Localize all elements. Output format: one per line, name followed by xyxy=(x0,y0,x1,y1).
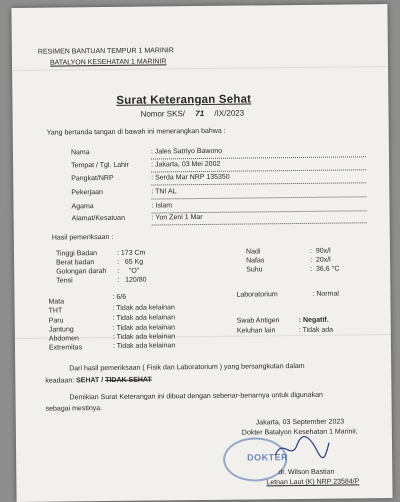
exam-heading: Hasil pemeriksaan : xyxy=(51,233,114,242)
conclusion-prefix: keadaan: xyxy=(45,377,75,385)
identity-value-address: : Yon Zeni 1 Mar xyxy=(151,213,203,222)
identity-label-rank: Pangkat/NRP xyxy=(71,174,114,183)
lab-value: : Normal xyxy=(312,290,339,298)
organ-label-lung: Paru xyxy=(48,317,64,325)
vital-value-blood: : "O" xyxy=(117,267,140,275)
vital-value-tension: : 120/80 xyxy=(117,276,147,284)
intro-text: Yang bertanda tangan di bawah ini menerangkan bahwa : xyxy=(46,127,226,137)
fold-line xyxy=(12,66,388,71)
organ-label-heart: Jantung xyxy=(48,326,74,334)
organ-value-extremities: : Tidak ada kelainan xyxy=(112,342,176,350)
letterhead-line2: BATALYON KESEHATAN 1 MARINIR xyxy=(49,58,167,67)
organ-value-heart: : Tidak ada kelainan xyxy=(112,324,176,332)
signer-name: dr. Wilson Bastian xyxy=(278,468,335,477)
lab-label: Laboratorium xyxy=(236,291,278,299)
signer-position: Dokter Batalyon Kesehatan 1 Marinir, xyxy=(241,428,358,437)
letterhead-line1: RESIMEN BANTUAN TEMPUR 1 MARINIR xyxy=(37,47,174,56)
dotted-line xyxy=(151,182,366,185)
place-date: Jakarta, 03 September 2023 xyxy=(255,418,345,427)
organ-label-abdomen: Abdomen xyxy=(48,335,79,343)
vital-label-tension: Tensi xyxy=(56,277,73,285)
organ-value-abdomen: : Tidak ada kelainan xyxy=(112,333,176,341)
complaint-value: : Tidak ada xyxy=(298,326,334,334)
dotted-line xyxy=(151,196,366,199)
identity-value-rank: : Serda Mar NRP 135350 xyxy=(151,173,230,182)
identity-label-religion: Agama xyxy=(71,203,94,211)
document-number xyxy=(140,109,244,119)
closing-line1: Demikian Surat Keterangan ini dibuat dengan sebenar-benarnya untuk digunakan xyxy=(69,391,323,402)
status-separator: / xyxy=(101,377,104,385)
organ-value-ent: : Tidak ada kelainan xyxy=(112,304,175,312)
organ-label-ent: THT xyxy=(48,307,63,315)
document-sheet xyxy=(11,4,392,502)
signer-rank: Letnan Laut (K) NRP 23584/P xyxy=(266,478,360,487)
identity-value-job: : TNI AL xyxy=(151,188,177,196)
organ-label-eye: Mata xyxy=(48,298,65,306)
identity-label-name: Nama xyxy=(70,149,90,157)
status-unhealthy: TIDAK SEHAT xyxy=(105,376,152,385)
vital-value-temp: : 36,6 °C xyxy=(310,265,340,273)
dotted-line xyxy=(151,169,366,172)
identity-label-address: Alamat/Kesatuan xyxy=(71,214,125,223)
vital-label-breath: Nafas xyxy=(246,257,265,265)
swab-value: : Negatif. xyxy=(298,316,329,324)
status-healthy: SEHAT xyxy=(76,377,100,385)
conclusion-line1: Dari hasil pemeriksaan ( Fisik dan Laboratorium ) yang bersangkutan dalam xyxy=(69,362,305,373)
organ-value-lung: : Tidak ada kelainan xyxy=(112,314,175,322)
vital-label-height: Tinggi Badan xyxy=(55,250,98,258)
identity-value-birth: : Jakarta, 03 Mei 2002 xyxy=(151,160,221,169)
vital-value-breath: : 20x/l xyxy=(310,256,331,264)
dotted-line xyxy=(151,156,366,159)
handwritten-signature xyxy=(271,433,331,464)
vital-value-weight: : 65 Kg xyxy=(117,258,144,266)
vital-value-height: : 173 Cm xyxy=(116,249,146,257)
swab-label: Swab Antigen xyxy=(236,317,280,325)
vital-label-pulse: Nadi xyxy=(245,248,261,256)
identity-label-birth: Tempat / Tgl. Lahir xyxy=(71,161,129,170)
conclusion-line2 xyxy=(45,377,151,385)
vital-label-weight: Berat badan xyxy=(56,259,95,267)
vital-label-temp: Suhu xyxy=(246,266,263,274)
number-value: 71 xyxy=(195,108,205,119)
stamp-text: DOKTER xyxy=(247,452,289,463)
number-suffix: /IX/2023 xyxy=(214,108,245,118)
dotted-line xyxy=(152,210,367,213)
number-prefix: Nomor SKS/ xyxy=(140,109,186,119)
identity-label-job: Pekerjaan xyxy=(71,189,103,197)
identity-value-religion: : Islam xyxy=(151,202,173,210)
closing-line2: sebagai mestinya. xyxy=(45,405,103,413)
document-title: Surat Keterangan Sehat xyxy=(116,93,252,107)
identity-value-name: : Jales Satriyo Bawono xyxy=(150,147,223,156)
vital-value-pulse: : 90x/l xyxy=(309,247,331,255)
organ-value-eye: : 6/6 xyxy=(112,293,127,301)
organ-label-extremities: Extremitas xyxy=(48,344,83,352)
vital-label-blood: Golongan darah xyxy=(56,268,107,276)
complaint-label: Keluhan lain xyxy=(236,327,276,335)
dotted-line xyxy=(152,222,367,225)
